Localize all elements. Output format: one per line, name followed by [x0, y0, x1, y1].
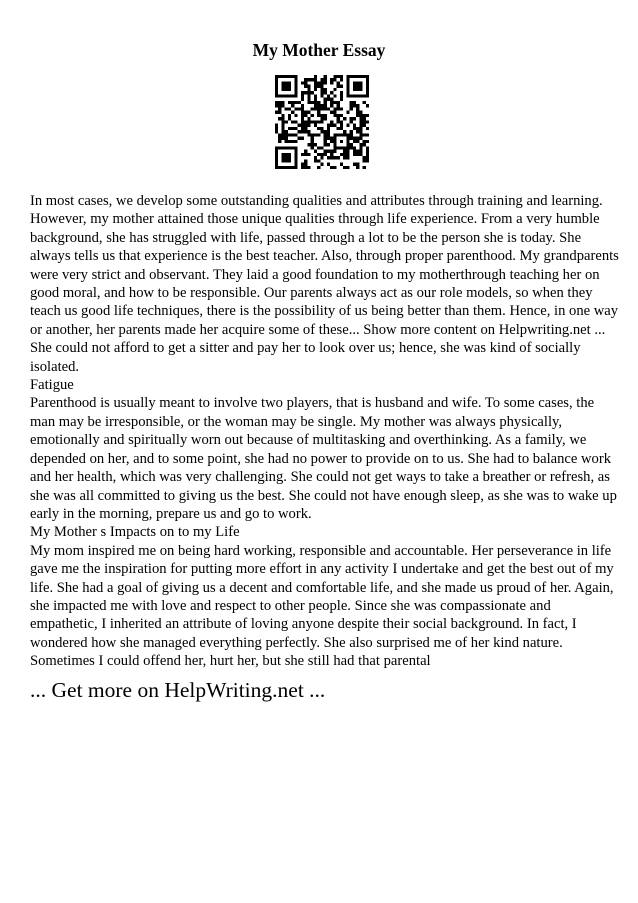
essay-paragraph-intro: In most cases, we develop some outstanding qualities and attributes through training and learning. However, my mother attained those unique qualities through life experience. From a very humble background, she has struggled with life, passed through a lot to be the person she is today. She always tells us that experience is the best teacher. Also, through proper parenthood. My grandparents were very strict and observant. They laid a good foundation to my motherthrough teaching her on good moral, and how to be responsible. Our parents always act as our role models, so when they teach us good life techniques, there is the possibility of us being better than them. Hence, in one way or another, her parents made her acquire some of these... Show more content on Helpwriting.net ...	[30, 193, 619, 338]
essay-body	[30, 192, 620, 671]
qr-code	[275, 75, 369, 169]
get-more-link[interactable]: ... Get more on HelpWriting.net ...	[30, 678, 326, 702]
section-heading-impacts: My Mother s Impacts on to my Life	[30, 524, 240, 541]
page-title: My Mother Essay	[252, 40, 386, 60]
section-heading-fatigue: Fatigue	[30, 377, 74, 394]
essay-paragraph-sitter: She could not afford to get a sitter and pay her to look over us; hence, she was kind of socially isolated.	[30, 340, 581, 375]
essay-paragraph-inspiration: My mom inspired me on being hard working, responsible and accountable. Her perseverance in life gave me the inspiration for putting more effort in any activity I undertake and get the best out of my life. She had a goal of giving us a decent and comfortable life, and she made us proud of her. Again, she impacted me with love and respect to other people. Since she was compassionate and empathetic, I inherited an attribute of loving anyone despite their social background. In fact, I wondered how she managed everything perfectly. She also surprised me of her kind nature. Sometimes I could offend her, hurt her, but she still had that parental	[30, 542, 614, 670]
essay-paragraph-parenthood: Parenthood is usually meant to involve two players, that is husband and wife. To some cases, the man may be irresponsible, or the woman may be single. My mother was always physically, emotionally and spiritually worn out because of multitasking and overthinking. As a family, we depended on her, and to some point, she had no power to provide on to us. She had to balance work and her health, which was very challenging. She could not get ways to take a breather or refresh, as she was all committed to giving us the best. She could not have enough sleep, as she was to wake up early in the morning, prepare us and go to work.	[30, 395, 617, 522]
